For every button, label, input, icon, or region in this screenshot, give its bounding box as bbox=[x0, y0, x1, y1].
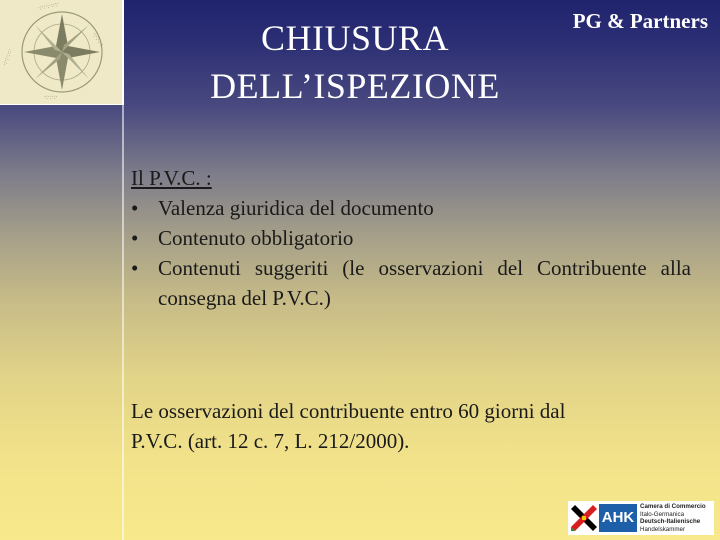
main-content bbox=[131, 163, 691, 313]
compass-rose-icon bbox=[0, 0, 122, 104]
svg-text:·:·:·:·: ·:·:·:· bbox=[44, 94, 58, 101]
note-paragraph bbox=[131, 396, 691, 456]
vertical-divider bbox=[122, 104, 124, 540]
svg-text:·:·:·:·:: ·:·:·:·: bbox=[90, 31, 106, 49]
ahk-line: Camera di Commercio bbox=[640, 503, 706, 510]
bullet-icon: • bbox=[131, 226, 139, 250]
list-item bbox=[131, 193, 691, 223]
ahk-line: Handelskammer bbox=[640, 525, 686, 533]
title-line-1: CHIUSURA bbox=[260, 18, 450, 58]
ahk-text bbox=[640, 503, 712, 533]
bullet-text: Contenuti suggeriti (le osservazioni del Contribuente alla consegna del P.V.C.) bbox=[158, 256, 691, 310]
note-line-2: P.V.C. (art. 12 c. 7, L. 212/2000). bbox=[131, 429, 410, 453]
ahk-line: Italo-Germanica bbox=[640, 510, 685, 518]
title-line-2: DELL’ISPEZIONE bbox=[210, 66, 500, 106]
brand-name: PG & Partners bbox=[572, 9, 708, 33]
ahk-line: Deutsch-Italienische bbox=[640, 518, 701, 525]
bullet-list bbox=[131, 193, 691, 313]
bullet-icon: • bbox=[131, 256, 139, 280]
list-item bbox=[131, 253, 691, 313]
bullet-text: Contenuto obbligatorio bbox=[158, 226, 354, 250]
list-item bbox=[131, 223, 691, 253]
section-heading: Il P.V.C. : bbox=[131, 166, 212, 190]
slide-title bbox=[150, 14, 560, 110]
svg-text:·:·:·:·:·: ·:·:·:·:· bbox=[1, 47, 14, 67]
flag-cross-icon bbox=[571, 505, 597, 531]
compass-logo bbox=[0, 0, 124, 105]
ahk-logo bbox=[568, 501, 714, 535]
ahk-mark: AHK bbox=[599, 504, 637, 532]
svg-text:·:·:·:·:·:·: ·:·:·:·:·:· bbox=[36, 0, 60, 12]
bullet-icon: • bbox=[131, 196, 139, 220]
bullet-text: Valenza giuridica del documento bbox=[158, 196, 434, 220]
note-line-1: Le osservazioni del contribuente entro 60 giorni dal bbox=[131, 399, 566, 423]
